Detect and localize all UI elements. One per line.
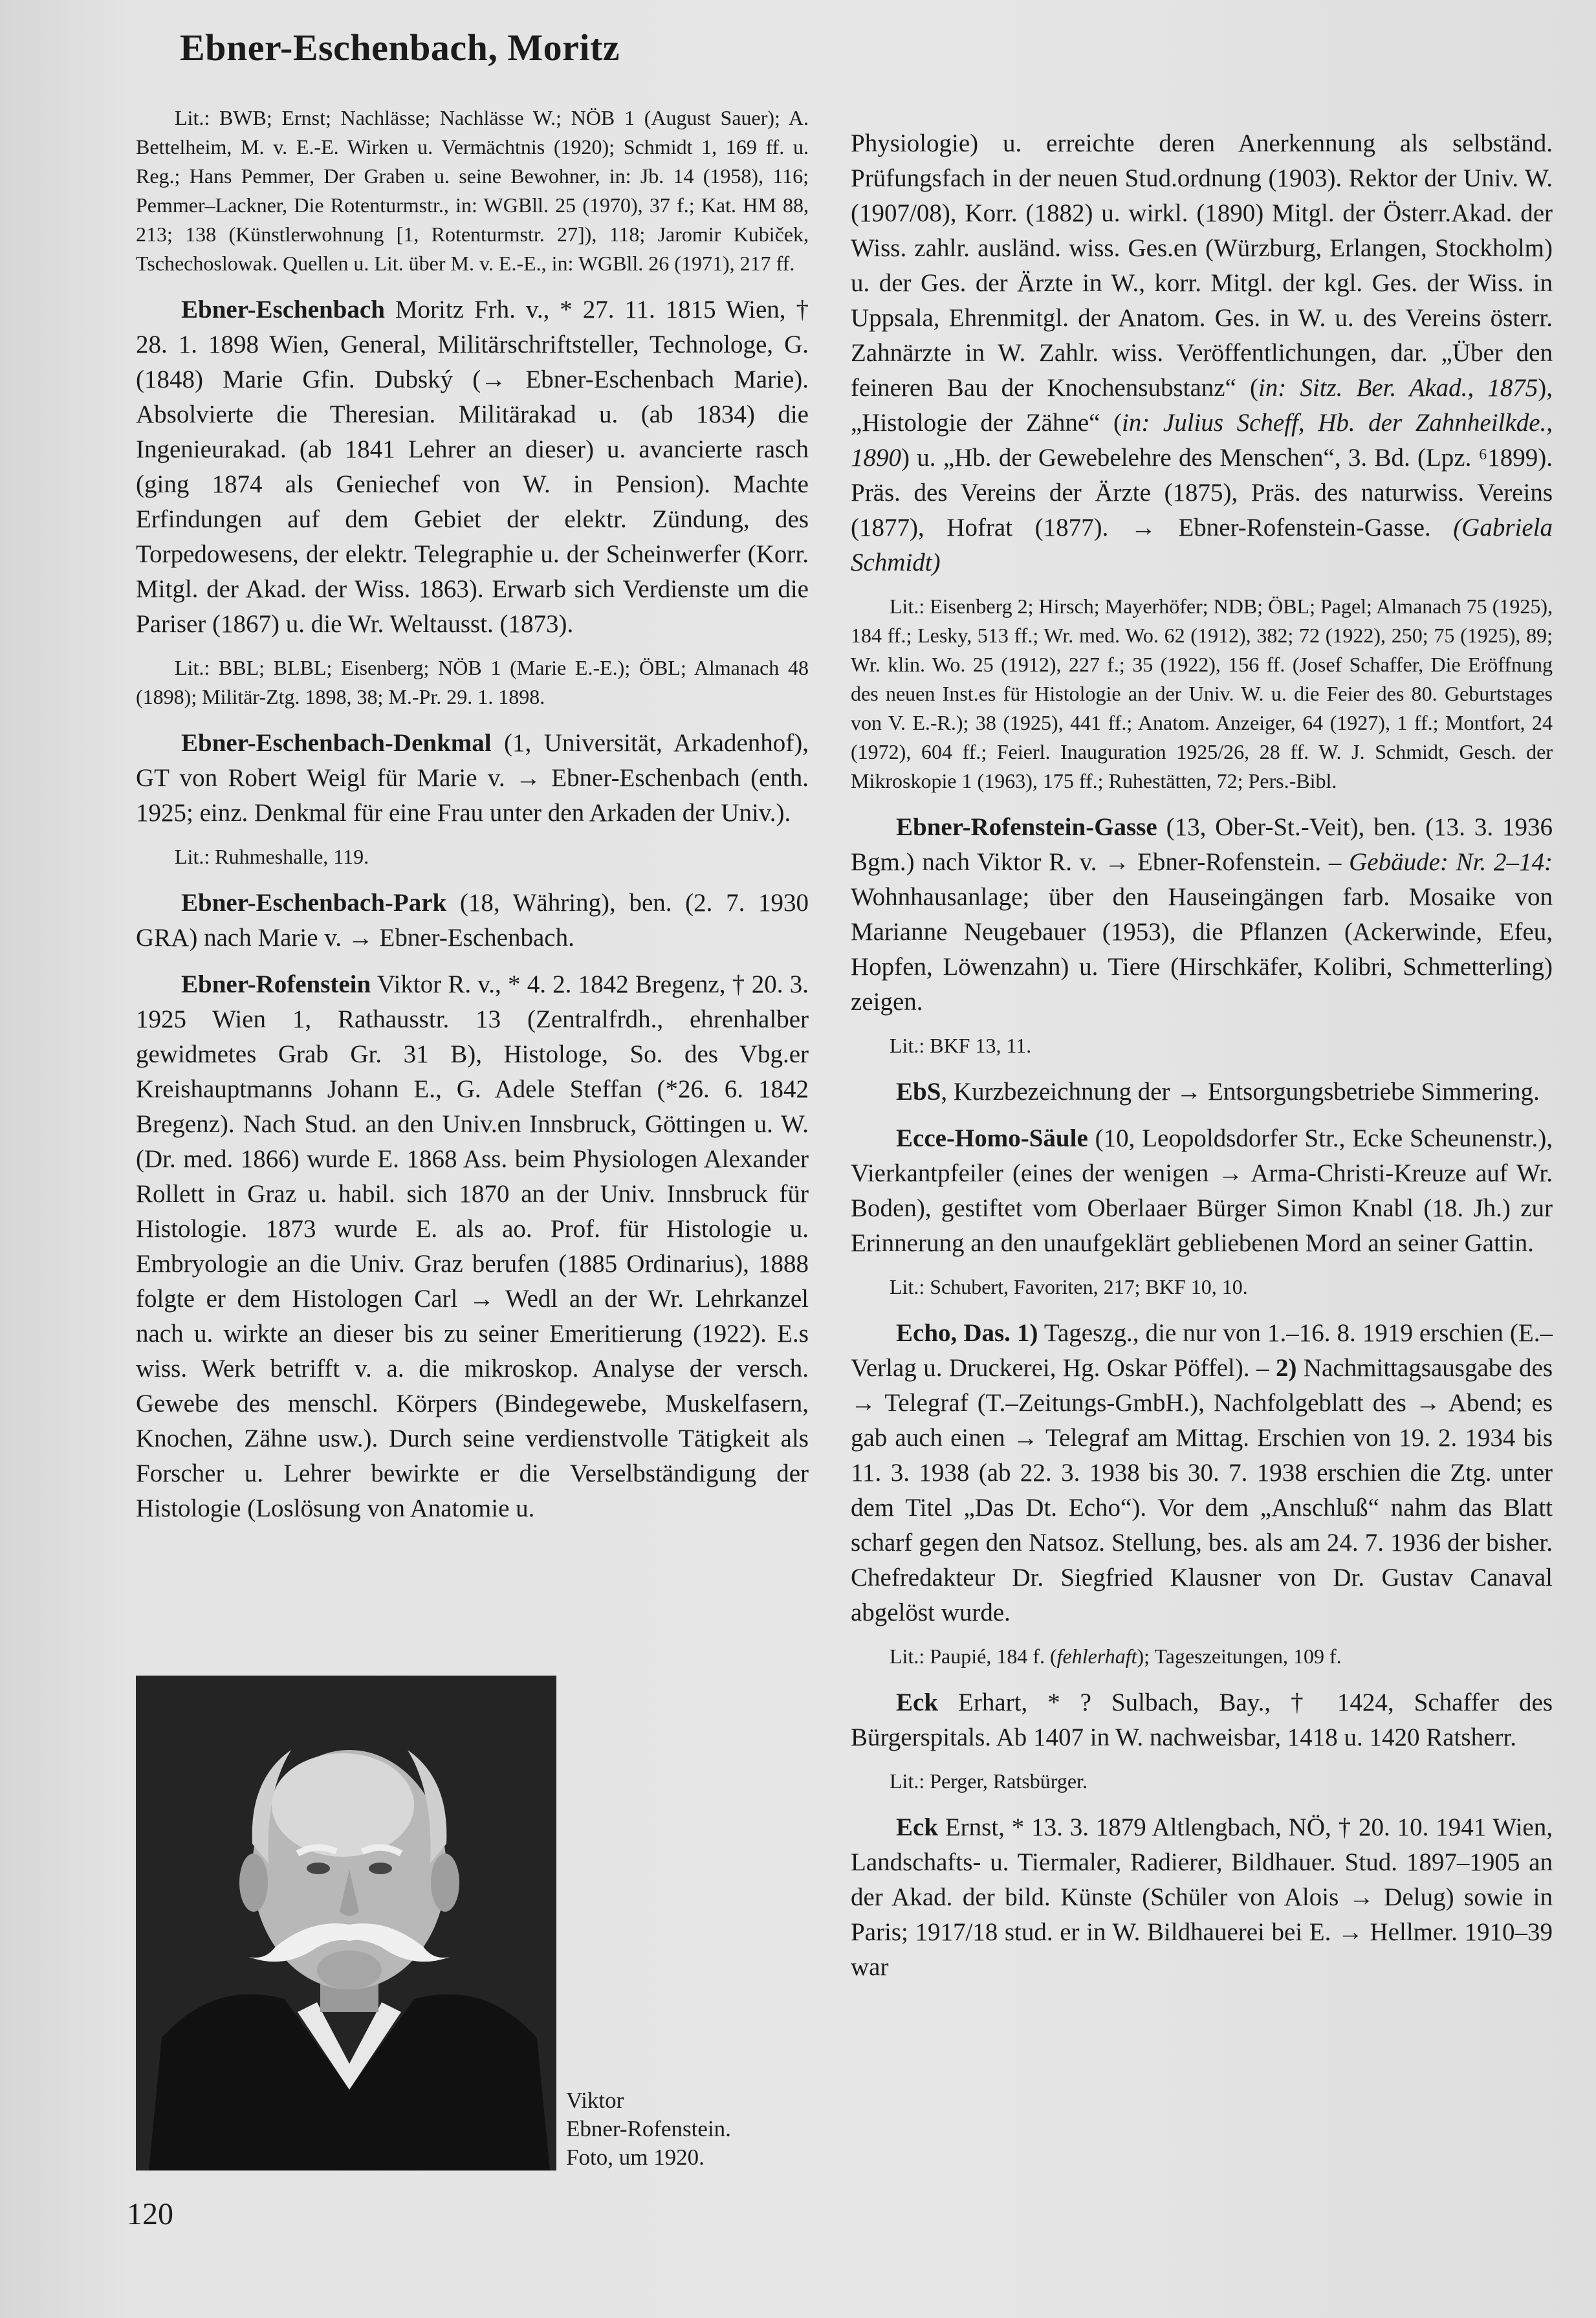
entry-headword: Ebner-Rofenstein xyxy=(181,970,371,998)
entry-text: Nachmittagsausgabe des → Telegraf (T.–Zeitungs-GmbH.), Nachfolgeblatt des → Abend; es gab auch einen → Telegraf am Mittag. Erschien von 19. 2. 1934 bis 11. 3. 1938 (ab 22. 3. 1938 bis 30. 7. 1938 erschien die Ztg. unter dem Titel „Das Dt. Echo“). Vor dem „Anschluß“ nahm das Blatt scharf gegen den Natsoz. Stellung, bes. als am 24. 7. 1936 der bisher. Chefredakteur Dr. Siegfried Klausner von Dr. Gustav Canaval abgelöst wurde. xyxy=(851,1354,1553,1626)
entry-author: (Gabriela Schmidt) xyxy=(851,514,1553,576)
lit-reference: Lit.: Ruhmeshalle, 119. xyxy=(175,845,369,868)
lit-reference: Lit.: BWB; Ernst; Nachlässe; Nachlässe W.; NÖB 1 (August Sauer); A. Bettelheim, M. v. E.-E. Wirken u. Vermächtnis (1920); Schmidt 1, 169 ff. u. Reg.; Hans Pemmer, Der Graben u. seine Bewohner, in: Jb. 14 (1958), 116; Pemmer–Lackner, Die Rotenturmstr., in: WGBll. 25 (1970), 37 f.; Kat. HM 88, 213; 138 (Künstlerwohnung [1, Rotenturmstr. 27]), 118; Jaromir Kubiček, Tschechoslowak. Quellen u. Lit. über M. v. E.-E., in: WGBll. 26 (1971), 217 ff. xyxy=(136,106,809,275)
caption-line: Ebner-Rofenstein. xyxy=(566,2116,731,2141)
lit-reference: Lit.: Eisenberg 2; Hirsch; Mayerhöfer; NDB; ÖBL; Pagel; Almanach 75 (1925), 184 ff.; Lesky, 513 ff.; Wr. med. Wo. 62 (1912), 382; 72 (1922), 250; 75 (1925), 89; Wr. klin. Wo. 25 (1912), 227 f.; 35 (1922), 156 ff. (Josef Schaffer, Die Eröffnung des neuen Inst.es für Histologie an der Univ. W. u. die Feier des 80. Geburtstages von V. E.-R.); 38 (1925), 441 ff.; Anatom. Anzeiger, 64 (1927), 1 ff.; Montfort, 24 (1972), 604 ff.; Feierl. Inauguration 1925/26, 28 ff. W. J. Schmidt, Gesch. der Mikroskopie 1 (1963), 175 ff.; Ruhestätten, 72; Pers.-Bibl. xyxy=(851,595,1553,793)
entry-headword: Eck xyxy=(896,1689,939,1716)
entry-headword: Ecce-Homo-Säule xyxy=(896,1124,1088,1152)
lit-reference: Lit.: Perger, Ratsbürger. xyxy=(890,1769,1088,1793)
entry-continuation xyxy=(851,126,1553,580)
entry-text: ) u. „Hb. der Gewebelehre des Menschen“, 3. Bd. (Lpz. ⁶1899). Präs. des Vereins der Ärzte (1875), Präs. des naturwiss. Vereins (1877), Hofrat (1877). → Ebner-Rofenstein-Gasse. xyxy=(851,444,1553,541)
entry-italic: in: Sitz. Ber. Akad., 1875 xyxy=(1258,374,1538,402)
photo-caption xyxy=(566,2086,731,2172)
entry-eck-ernst xyxy=(851,1810,1553,1985)
entry-ebner-eschenbach-park xyxy=(136,886,809,956)
entry-text: Erhart, * ? Sulbach, Bay., † 1424, Schaffer des Bürgerspitals. Ab 1407 in W. nachweisbar, 1418 u. 1420 Ratsherr. xyxy=(851,1689,1553,1751)
lit-text: ); Tageszeitungen, 109 f. xyxy=(1137,1645,1342,1668)
entry-text: (18, Währing), ben. (2. 7. 1930 GRA) nach Marie v. → Ebner-Eschenbach. xyxy=(136,889,809,952)
entry-number: 2) xyxy=(1275,1354,1297,1382)
right-column xyxy=(851,126,1553,1996)
running-header: Ebner-Eschenbach, Moritz xyxy=(180,27,620,69)
entry-text: Moritz Frh. v., * 27. 11. 1815 Wien, † 28. 1. 1898 Wien, General, Militärschriftsteller, Technologe, G. (1848) Marie Gfin. Dubský (→ Ebner-Eschenbach Marie). Absolvierte die Theresian. Militärakad u. (ab 1834) die Ingenieurakad. (ab 1841 Lehrer an dieser) u. avancierte rasch (ging 1874 als Geniechef von W. in Pension). Machte Erfindungen auf dem Gebiet der elektr. Zündung, des Torpedowesens, der elektr. Telegraphie u. der Scheinwerfer (Korr. Mitgl. der Akad. der Wiss. 1863). Erwarb sich Verdienste um die Pariser (1867) u. die Wr. Weltausst. (1873). xyxy=(136,296,809,638)
entry-ebner-rofenstein-gasse xyxy=(851,810,1553,1020)
entry-italic: in: Julius Scheff, Hb. der Zahnheilkde., 1890 xyxy=(851,409,1553,472)
entry-text: Wohnhausanlage; über den Hauseingängen farb. Mosaike von Marianne Neugebauer (1953), die Pflanzen (Ackerwinde, Efeu, Hopfen, Löwenzahn) u. Tiere (Hirschkäfer, Kolibri, Schmetterling) zeigen. xyxy=(851,883,1553,1016)
entry-text: (13, Ober-St.-Veit), ben. (13. 3. 1936 Bgm.) nach Viktor R. v. → Ebner-Rofenstein. – xyxy=(851,813,1553,876)
lit-reference: Lit.: Schubert, Favoriten, 217; BKF 10, 10. xyxy=(890,1275,1248,1298)
entry-ebner-rofenstein xyxy=(136,967,809,1526)
entry-headword: Ebner-Eschenbach-Denkmal xyxy=(181,729,492,757)
entry-italic: Gebäude: Nr. 2–14: xyxy=(1349,848,1553,876)
entry-headword: Echo, Das. 1) xyxy=(896,1319,1038,1347)
entry-text: (10, Leopoldsdorfer Str., Ecke Scheunenstr.), Vierkantpfeiler (eines der wenigen → Arma-Christi-Kreuze auf Wr. Boden), gestiftet vom Oberlaaer Bürger Simon Knabl (18. Jh.) zur Erinnerung an den unaufgeklärt gebliebenen Mord an seiner Gattin. xyxy=(851,1124,1553,1257)
lit-reference: Lit.: BBL; BLBL; Eisenberg; NÖB 1 (Marie E.-E.); ÖBL; Almanach 48 (1898); Militär-Ztg. 1898, 38; M.-Pr. 29. 1. 1898. xyxy=(136,656,809,708)
entry-ebner-eschenbach-denkmal xyxy=(136,726,809,831)
caption-line: Viktor xyxy=(566,2088,624,2113)
entry-text: , Kurzbezeichnung der → Entsorgungsbetriebe Simmering. xyxy=(941,1078,1540,1106)
entry-headword: Eck xyxy=(896,1813,939,1841)
entry-text: Viktor R. v., * 4. 2. 1842 Bregenz, † 20. 3. 1925 Wien 1, Rathausstr. 13 (Zentralfrdh., ehrenhalber gewidmetes Grab Gr. 31 B), Histologe, So. des Vbg.er Kreishauptmanns Johann E., G. Adele Steffan (*26. 6. 1842 Bregenz). Nach Stud. an den Univ.en Innsbruck, Göttingen u. W. (Dr. med. 1866) wurde E. 1868 Ass. beim Physiologen Alexander Rollett in Graz u. habil. sich 1870 an der Univ. Innsbruck für Histologie. 1873 wurde E. als ao. Prof. für Histologie u. Embryologie an die Univ. Graz berufen (1885 Ordinarius), 1888 folgte er dem Histologen Carl → Wedl an der Wr. Lehrkanzel nach u. wirkte an dieser bis zu seiner Emeritierung (1922). E.s wiss. Werk betrifft v. a. die mikroskop. Analyse der versch. Gewebe des menschl. Körpers (Bindegewebe, Muskelfasern, Knochen, Zähne usw.). Durch seine verdienstvolle Tätigkeit als Forscher u. Lehrer bewirkte er die Verselbständigung der Histologie (Loslösung von Anatomie u. xyxy=(136,970,809,1522)
entry-headword: EbS xyxy=(896,1078,941,1106)
lit-reference: Lit.: BKF 13, 11. xyxy=(890,1034,1032,1057)
left-column xyxy=(136,104,809,1538)
entry-text: ), „Histologie der Zähne“ ( xyxy=(851,374,1553,437)
entry-headword: Ebner-Rofenstein-Gasse xyxy=(896,813,1157,841)
entry-echo-das xyxy=(851,1316,1553,1630)
entry-text: (1, Universität, Arkadenhof), GT von Robert Weigl für Marie v. → Ebner-Eschenbach (enth. 1925; einz. Denkmal für eine Frau unter den Arkaden der Univ.). xyxy=(136,729,809,827)
entry-headword: Ebner-Eschenbach xyxy=(181,296,385,323)
lit-italic: fehlerhaft xyxy=(1056,1645,1137,1668)
entry-headword: Ebner-Eschenbach-Park xyxy=(181,889,447,917)
entry-text: Ernst, * 13. 3. 1879 Altlengbach, NÖ, † 20. 10. 1941 Wien, Landschafts- u. Tiermaler, Radierer, Bildhauer. Stud. 1897–1905 an der Akad. der bild. Künste (Schüler von Alois → Delug) sowie in Paris; 1917/18 stud. er in W. Bildhauerei bei E. → Hellmer. 1910–39 war xyxy=(851,1813,1553,1981)
entry-ecce-homo-saeule xyxy=(851,1121,1553,1261)
entry-text: Tageszg., die nur von 1.–16. 8. 1919 erschien (E.–Verlag u. Druckerei, Hg. Oskar Pöffel). – xyxy=(851,1319,1553,1382)
portrait-photo xyxy=(136,1676,556,2170)
portrait-image xyxy=(136,1676,556,2170)
page-number: 120 xyxy=(127,2197,173,2231)
entry-ebs xyxy=(851,1075,1553,1110)
entry-ebner-eschenbach-moritz xyxy=(136,292,809,642)
entry-eck-erhart xyxy=(851,1685,1553,1755)
lit-reference xyxy=(851,1642,1553,1671)
caption-line: Foto, um 1920. xyxy=(566,2145,705,2170)
lit-text: Lit.: Paupié, 184 f. ( xyxy=(890,1645,1057,1668)
entry-text: Physiologie) u. erreichte deren Anerkennung als selbständ. Prüfungsfach in der neuen Stud.ordnung (1903). Rektor der Univ. W. (1907/08), Korr. (1882) u. wirkl. (1890) Mitgl. der Österr.Akad. der Wiss. zahlr. ausländ. wiss. Ges.en (Würzburg, Erlangen, Stockholm) u. der Ges. der Ärzte in W., korr. Mitgl. der kgl. Ges. der Wiss. in Uppsala, Ehrenmitgl. der Anatom. Ges. in W. u. des Vereins österr. Zahnärzte in W. Zahlr. wiss. Veröffentlichungen, dar. „Über den feineren Bau der Knochensubstanz“ ( xyxy=(851,129,1553,402)
